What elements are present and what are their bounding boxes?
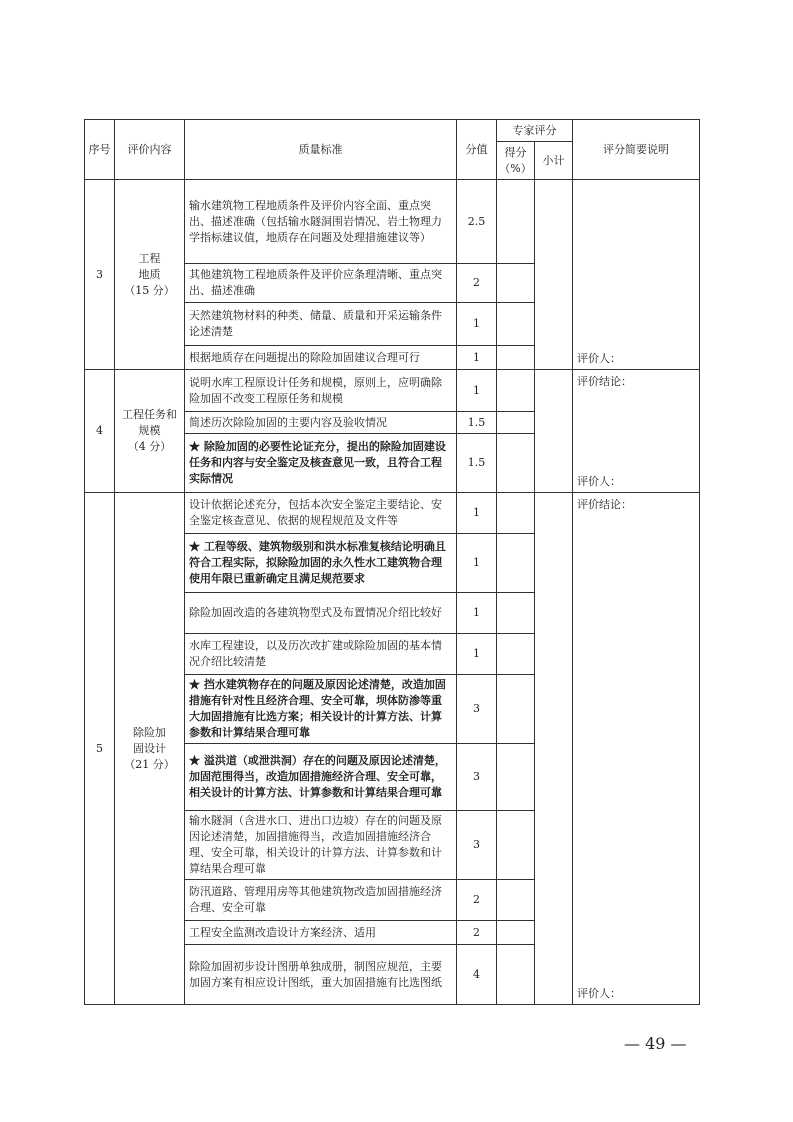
score-value: 2	[457, 880, 497, 921]
quality-standard: 除险加固初步设计图册单独成册，制图应规范，主要加固方案有相应设计图纸，重大加固措施有比选图纸	[185, 945, 457, 1005]
quality-standard: 水库工程建设，以及历次改扩建或除险加固的基本情况介绍比较清楚	[185, 634, 457, 675]
conclusion-label: 评价结论：	[577, 375, 632, 388]
score-value: 2	[457, 264, 497, 303]
score-value: 1.5	[457, 434, 497, 493]
remark-cell[interactable]	[573, 370, 700, 493]
header-subtotal: 小计	[535, 142, 573, 180]
quality-standard: ★ 工程等级、建筑物级别和洪水标准复核结论明确且符合工程实际，拟除险加固的永久性水工建筑物合理使用年限已重新确定且满足规范要求	[185, 534, 457, 593]
header-score: 分值	[457, 120, 497, 180]
expert-score-cell[interactable]	[497, 346, 535, 370]
expert-score-cell[interactable]	[497, 811, 535, 880]
table-row	[85, 180, 700, 264]
section-name-line: （15 分）	[124, 283, 175, 297]
remark-cell[interactable]	[573, 180, 700, 370]
expert-score-cell[interactable]	[497, 303, 535, 346]
score-value: 1	[457, 370, 497, 412]
quality-standard: 除险加固改造的各建筑物型式及布置情况介绍比较好	[185, 593, 457, 634]
expert-score-cell[interactable]	[497, 593, 535, 634]
expert-score-cell[interactable]	[497, 412, 535, 434]
quality-standard: 设计依据论述充分，包括本次安全鉴定主要结论、安全鉴定核查意见、依据的规程规范及文件等	[185, 493, 457, 534]
conclusion-label: 评价结论：	[577, 498, 632, 511]
quality-standard: 根据地质存在问题提出的除险加固建议合理可行	[185, 346, 457, 370]
section-number: 3	[85, 180, 115, 370]
quality-standard: ★ 溢洪道（或泄洪洞）存在的问题及原因论述清楚，加固范围得当，改造加固措施经济合理、安全可靠，相关设计的计算方法、计算参数和计算结果合理可靠	[185, 744, 457, 811]
score-value: 1	[457, 634, 497, 675]
table-row	[85, 370, 700, 412]
expert-score-cell[interactable]	[497, 370, 535, 412]
quality-standard: 简述历次除险加固的主要内容及验收情况	[185, 412, 457, 434]
expert-score-cell[interactable]	[497, 493, 535, 534]
quality-standard: ★ 挡水建筑物存在的问题及原因论述清楚，改造加固措施有针对性且经济合理、安全可靠，坝体防渗等重大加固措施有比选方案；相关设计的计算方法、计算参数和计算结果合理可靠	[185, 675, 457, 744]
score-value: 3	[457, 675, 497, 744]
quality-standard: 工程安全监测改造设计方案经济、适用	[185, 921, 457, 945]
expert-score-cell[interactable]	[497, 744, 535, 811]
subtotal-cell[interactable]	[535, 493, 573, 1005]
score-value: 3	[457, 811, 497, 880]
evaluator-label: 评价人：	[577, 987, 621, 1000]
table-row	[85, 493, 700, 534]
section-name-line: 固设计	[133, 741, 166, 755]
header-remark: 评分简要说明	[573, 120, 700, 180]
expert-score-cell[interactable]	[497, 880, 535, 921]
section-name-line: （21 分）	[124, 757, 175, 771]
score-value: 1	[457, 534, 497, 593]
section-name-line: 工程任务和	[122, 408, 177, 421]
score-value: 1.5	[457, 412, 497, 434]
section-name	[115, 370, 185, 493]
expert-score-cell[interactable]	[497, 945, 535, 1005]
section-name-line: 除险加	[133, 725, 166, 739]
page-number: — 49 —	[624, 1034, 687, 1053]
subtotal-cell[interactable]	[535, 180, 573, 370]
header-content: 评价内容	[115, 120, 185, 180]
section-name-line: 工程	[138, 251, 161, 265]
expert-score-cell[interactable]	[497, 180, 535, 264]
expert-score-cell[interactable]	[497, 921, 535, 945]
quality-standard: 输水隧洞（含进水口、进出口边坡）存在的问题及原因论述清楚，加固措施得当，改造加固措施经济合理、安全可靠，相关设计的计算方法、计算参数和计算结果合理可靠	[185, 811, 457, 880]
header-expert: 专家评分	[497, 120, 573, 142]
section-number: 5	[85, 493, 115, 1005]
expert-score-cell[interactable]	[497, 634, 535, 675]
header-seq: 序号	[85, 120, 115, 180]
section-name-line: （4 分）	[127, 440, 172, 453]
quality-standard: 其他建筑物工程地质条件及评价应条理清晰、重点突出、描述准确	[185, 264, 457, 303]
evaluation-table	[84, 119, 700, 1005]
quality-standard: 天然建筑物材料的种类、储量、质量和开采运输条件论述清楚	[185, 303, 457, 346]
score-value: 1	[457, 346, 497, 370]
header-got: 得分（%）	[497, 142, 535, 180]
subtotal-cell[interactable]	[535, 370, 573, 493]
quality-standard: ★ 除险加固的必要性论证充分，提出的除险加固建设任务和内容与安全鉴定及核查意见一致，且符合工程实际情况	[185, 434, 457, 493]
score-value: 4	[457, 945, 497, 1005]
remark-cell[interactable]	[573, 493, 700, 1005]
section-number: 4	[85, 370, 115, 493]
quality-standard: 输水建筑物工程地质条件及评价内容全面、重点突出、描述准确（包括输水隧洞围岩情况、岩土物理力学指标建议值，地质存在问题及处理措施建议等）	[185, 180, 457, 264]
evaluator-label: 评价人：	[577, 475, 621, 488]
header-standard: 质量标准	[185, 120, 457, 180]
score-value: 1	[457, 303, 497, 346]
score-value: 2.5	[457, 180, 497, 264]
expert-score-cell[interactable]	[497, 675, 535, 744]
section-name-line: 规模	[138, 424, 161, 437]
score-value: 1	[457, 493, 497, 534]
evaluator-label: 评价人：	[577, 352, 621, 365]
score-value: 2	[457, 921, 497, 945]
score-value: 1	[457, 593, 497, 634]
expert-score-cell[interactable]	[497, 264, 535, 303]
quality-standard: 防汛道路、管理用房等其他建筑物改造加固措施经济合理、安全可靠	[185, 880, 457, 921]
quality-standard: 说明水库工程原设计任务和规模，原则上，应明确除险加固不改变工程原任务和规模	[185, 370, 457, 412]
score-value: 3	[457, 744, 497, 811]
expert-score-cell[interactable]	[497, 434, 535, 493]
section-name-line: 地质	[138, 267, 161, 281]
section-name	[115, 493, 185, 1005]
expert-score-cell[interactable]	[497, 534, 535, 593]
section-name	[115, 180, 185, 370]
